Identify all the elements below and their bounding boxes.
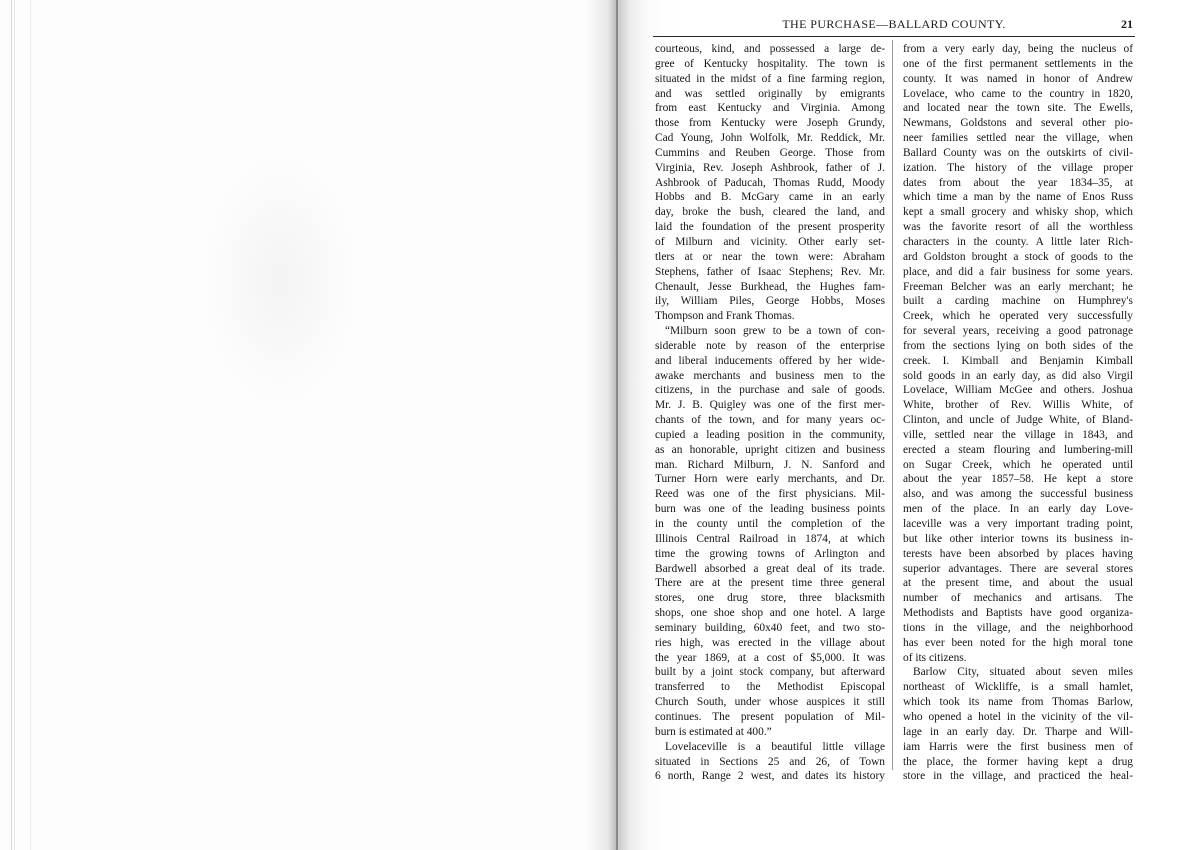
text-line: 6 north, Range 2 west, and dates its history [655, 770, 885, 783]
text-line: man. Richard Milburn, J. N. Sanford and [655, 458, 885, 471]
text-line: ries high, was erected in the village about [655, 636, 885, 649]
text-line: and located near the town site. The Ewells, [903, 102, 1133, 115]
text-line: one of the first permanent settlements in the [903, 57, 1133, 70]
text-line: situated in Sections 25 and 26, of Town [655, 755, 885, 768]
text-line: shops, one shoe shop and one hotel. A large [655, 607, 885, 620]
text-line: about the year 1857–58. He kept a store [903, 473, 1133, 486]
text-line: ard Goldston brought a stock of goods to the [903, 250, 1133, 263]
text-line: Thompson and Frank Thomas. [655, 310, 795, 323]
text-line: ville, settled near the village in 1843, and [903, 428, 1133, 441]
text-line: transferred to the Methodist Episcopal [655, 681, 885, 694]
text-line: from a very early day, being the nucleus of [903, 43, 1133, 55]
text-line: characters in the county. A little later Rich- [903, 235, 1133, 248]
text-line: Ballard County was on the outskirts of civil- [903, 146, 1133, 159]
text-line: which time a man by the name of Enos Russ [903, 191, 1133, 204]
text-line: citizens, in the purchase and sale of goods. [655, 384, 885, 397]
text-line: was the favorite resort of all the worthless [903, 221, 1133, 234]
text-line: burn is estimated at 400.” [655, 725, 772, 738]
text-line: time the growing towns of Arlington and [655, 547, 885, 560]
text-line: but like other interior towns its business in- [903, 532, 1133, 545]
column-divider [892, 40, 893, 770]
text-line: neer families settled near the village, when [903, 132, 1133, 145]
text-line: county. It was named in honor of Andrew [903, 72, 1133, 85]
text-line: for several years, receiving a good patronage [903, 325, 1133, 338]
text-line: sold goods in an early day, as did also Virgil [903, 369, 1133, 382]
running-head [655, 17, 1133, 33]
text-line: Creek, which he operated very successfully [903, 310, 1133, 323]
show-through-portrait [200, 150, 360, 410]
text-line: Lovelace, who came to the country in 1820, [903, 87, 1133, 100]
text-line: Illinois Central Railroad in 1874, at which [655, 532, 885, 545]
text-line: Lovelace, William McGee and others. Joshua [903, 384, 1133, 397]
text-line: from the sections lying on both sides of the [903, 339, 1133, 352]
text-line: creek. I. Kimball and Benjamin Kimball [903, 354, 1133, 367]
text-line: White, brother of Rev. Willis White, of [903, 399, 1133, 412]
text-line: lage in an early day. Dr. Tharpe and Will- [903, 725, 1133, 738]
text-line: burn was one of the leading business points [655, 503, 885, 516]
text-line: ization. The history of the village proper [903, 161, 1133, 174]
text-column-right [903, 42, 1133, 784]
text-line: Methodists and Baptists have good organiza- [903, 607, 1133, 620]
text-line: superior advantages. There are several stores [903, 562, 1133, 575]
text-line: from east Kentucky and Virginia. Among [655, 102, 885, 115]
text-line: laid the foundation of the present prosperity [655, 221, 885, 234]
text-line: store in the village, and practiced the heal- [903, 770, 1133, 783]
text-line: cupied a leading position in the community, [655, 428, 885, 441]
text-line: Virginia, Rev. Joseph Ashbrook, father of J. [655, 161, 885, 174]
text-line: Mr. J. B. Quigley was one of the first mer- [655, 399, 885, 412]
text-line: “Milburn soon grew to be a town of con- [665, 325, 885, 338]
text-line: kept a small grocery and whisky shop, which [903, 206, 1133, 219]
text-line: Hobbs and B. McGary came in an early [655, 191, 885, 204]
text-line: the place, the former having kept a drug [903, 755, 1133, 768]
text-line: erected a steam flouring and lumbering-mill [903, 443, 1133, 456]
text-line: courteous, kind, and possessed a large de- [655, 43, 885, 55]
text-line: northeast of Wickliffe, is a small hamlet, [903, 681, 1133, 694]
text-line: number of mechanics and artisans. The [903, 592, 1133, 605]
text-line: Barlow City, situated about seven miles [913, 666, 1133, 679]
page-number: 21 [1121, 17, 1133, 31]
text-line: as an honorable, upright citizen and business [655, 443, 885, 456]
text-line: seminary building, 60x40 feet, and two sto- [655, 621, 885, 634]
text-line: of its citizens. [903, 651, 967, 664]
text-line: There are at the present time three general [655, 577, 885, 590]
text-line: Cad Young, John Wolfolk, Mr. Reddick, Mr. [655, 132, 885, 145]
text-line: chants of the town, and for many years oc- [655, 414, 885, 427]
text-line: Turner Horn were early merchants, and Dr. [655, 473, 885, 486]
text-line: ily, William Piles, George Hobbs, Moses [655, 295, 885, 308]
text-line: Church South, under whose auspices it still [655, 696, 885, 709]
text-line: iam Harris were the first business men of [903, 740, 1133, 753]
text-line: Lovelaceville is a beautiful little village [665, 740, 885, 753]
text-line: of Milburn and vicinity. Other early set- [655, 235, 885, 248]
text-line: dates from about the year 1834–35, at [903, 176, 1133, 189]
text-column-left [655, 42, 885, 784]
text-line: Newmans, Goldstons and several other pio- [903, 117, 1133, 130]
text-line: who opened a hotel in the vicinity of the vil- [903, 710, 1133, 723]
text-line: those from Kentucky were Joseph Grundy, [655, 117, 885, 130]
text-line: Reed was one of the first physicians. Mil- [655, 488, 885, 501]
text-line: Bardwell absorbed a great deal of its trade. [655, 562, 885, 575]
text-line: siderable note by reason of the enterprise [655, 339, 885, 352]
text-line: has ever been noted for the high moral tone [903, 636, 1133, 649]
text-line: day, broke the bush, cleared the land, and [655, 206, 885, 219]
text-line: laceville was a very important trading point, [903, 518, 1133, 530]
text-line: Cummins and Reuben George. Those from [655, 146, 885, 159]
text-line: terests have been absorbed by places having [903, 547, 1133, 560]
text-line: which took its name from Thomas Barlow, [903, 696, 1133, 709]
text-line: situated in the midst of a fine farming region, [655, 72, 885, 85]
text-line: stores, one drug store, three blacksmith [655, 592, 885, 605]
page-edge-line [14, 0, 15, 850]
text-line: Clinton, and uncle of Judge White, of Bland- [903, 414, 1133, 427]
text-line: men of the place. In an early day Love- [903, 503, 1133, 516]
running-title: THE PURCHASE—BALLARD COUNTY. [782, 17, 1006, 31]
text-line: place, and did a fair business for some years. [903, 265, 1133, 278]
text-line: built by a joint stock company, but afterward [655, 666, 885, 679]
text-line: Ashbrook of Paducah, Thomas Rudd, Moody [655, 176, 885, 189]
text-line: and liberal inducements offered by her wide- [655, 354, 885, 367]
text-line: Freeman Belcher was an early merchant; he [903, 280, 1133, 293]
text-line: and was settled originally by emigrants [655, 87, 885, 100]
text-line: Stephens, father of Isaac Stephens; Rev. Mr. [655, 265, 885, 278]
text-line: built a carding machine on Humphrey's [903, 295, 1133, 308]
text-line: gree of Kentucky hospitality. The town is [655, 57, 885, 70]
gutter-shadow [585, 0, 618, 850]
text-line: tlers at or near the town were: Abraham [655, 250, 885, 263]
text-line: continues. The present population of Mil- [655, 710, 885, 723]
text-line: Chenault, Jesse Burkhead, the Hughes fam- [655, 280, 885, 293]
text-line: tions in the village, and the neighborhood [903, 621, 1133, 634]
text-line: at the present time, and about the usual [903, 577, 1133, 590]
text-line: also, and was among the successful business [903, 488, 1133, 501]
text-line: awake merchants and business men to the [655, 369, 885, 382]
text-line: in the county until the completion of the [655, 518, 885, 530]
header-rule [653, 36, 1135, 37]
text-line: on Sugar Creek, which he operated until [903, 458, 1133, 471]
text-line: the year 1869, at a cost of $5,000. It was [655, 651, 885, 664]
page-edge-line [30, 0, 31, 850]
page-edge-line [11, 0, 12, 850]
